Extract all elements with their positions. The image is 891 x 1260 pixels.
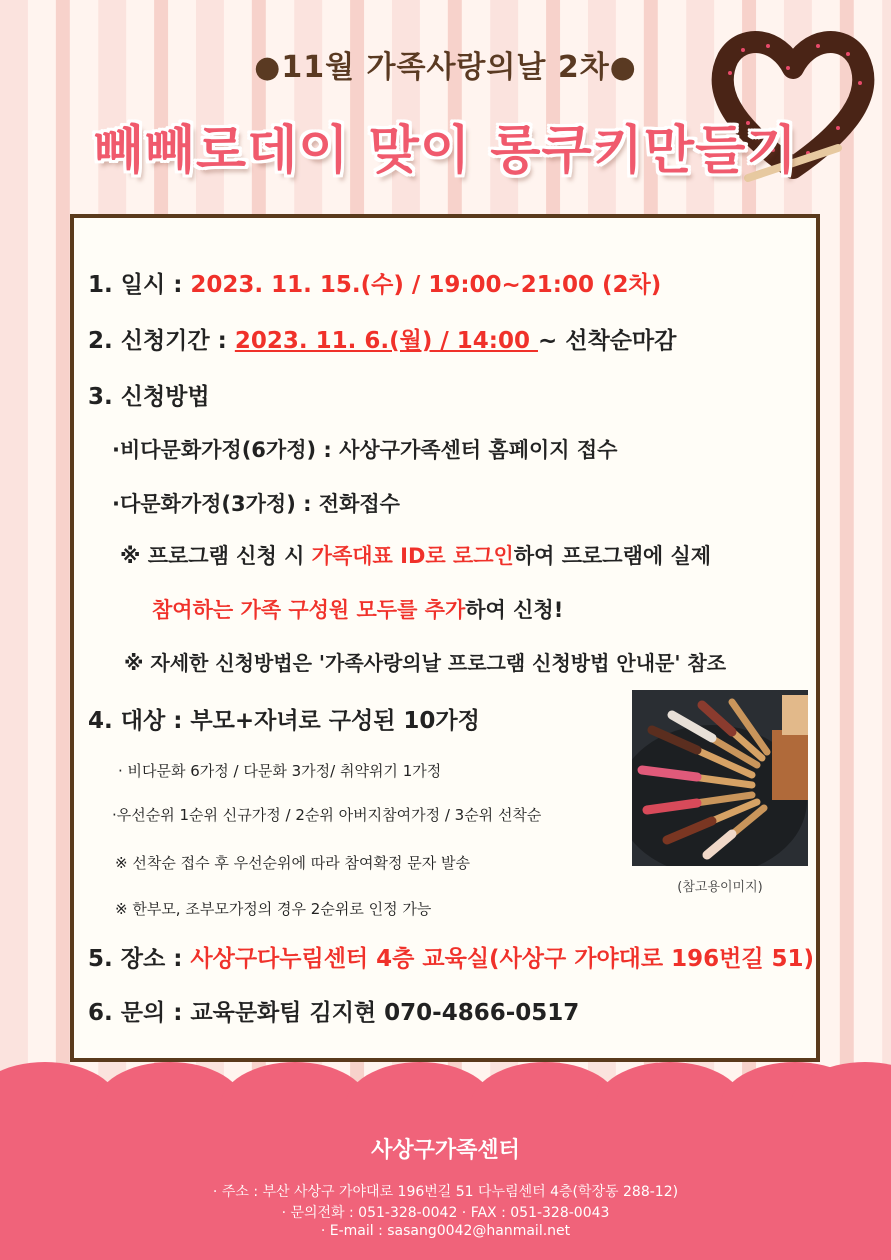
application-period-value: 2023. 11. 6.(월) / 14:00 bbox=[234, 328, 538, 354]
target-item-1: · 비다문화 6가정 / 다문화 3가정/ 취약위기 1가정 bbox=[118, 762, 442, 780]
note-1-part-a: ※ 프로그램 신청 시 bbox=[120, 544, 312, 568]
footer-phone: · 문의전화 : 051-328-0042 · FAX : 051-328-0043 bbox=[281, 1205, 610, 1221]
schedule-row bbox=[88, 266, 661, 299]
footer-address: · 주소 : 부산 사상구 가야대로 196번길 51 다누림센터 4층(학장동 288-12) bbox=[212, 1184, 679, 1200]
method-note-3: ※ 자세한 신청방법은 '가족사랑의날 프로그램 신청방법 안내문' 참조 bbox=[124, 651, 727, 675]
application-period-suffix: ~ 선착순마감 bbox=[537, 328, 677, 354]
method-label: 3. 신청방법 bbox=[88, 384, 210, 410]
footer-org-name: 사상구가족센터 bbox=[371, 1138, 520, 1163]
place-label: 5. 장소 : bbox=[88, 946, 191, 972]
method-item-2: ·다문화가정(3가정) : 전화접수 bbox=[112, 492, 400, 516]
subtitle: ●11월 가족사랑의날 2차● bbox=[254, 50, 637, 85]
main-title: 빼빼로데이 맞이 롱쿠키만들기 bbox=[93, 121, 798, 181]
place-row bbox=[88, 940, 814, 973]
note-1-part-c: 하여 프로그램에 실제 bbox=[513, 544, 712, 568]
method-note-1 bbox=[120, 540, 711, 570]
contact-row: 6. 문의 : 교육문화팀 김지현 070-4866-0517 bbox=[88, 1000, 580, 1026]
method-note-2 bbox=[152, 594, 563, 624]
long-cookie-photo bbox=[632, 690, 808, 866]
place-value: 사상구다누림센터 4층 교육실(사상구 가야대로 196번길 51) bbox=[190, 946, 815, 972]
note-2-part-b: 하여 신청! bbox=[465, 598, 564, 622]
target-note-2: ※ 한부모, 조부모가정의 경우 2순위로 인정 가능 bbox=[115, 900, 432, 918]
schedule-value: 2023. 11. 15.(수) / 19:00~21:00 (2차) bbox=[190, 272, 662, 298]
note-1-part-b: 가족대표 ID로 로그인 bbox=[311, 544, 514, 568]
target-label: 4. 대상 : 부모+자녀로 구성된 10가정 bbox=[88, 708, 480, 734]
footer-email: · E-mail : sasang0042@hanmail.net bbox=[320, 1223, 571, 1239]
target-note-1: ※ 선착순 접수 후 우선순위에 따라 참여확정 문자 발송 bbox=[115, 854, 471, 872]
target-item-2: ·우선순위 1순위 신규가정 / 2순위 아버지참여가정 / 3순위 선착순 bbox=[112, 806, 542, 824]
image-caption: (참고용이미지) bbox=[677, 880, 763, 895]
schedule-label: 1. 일시 : bbox=[88, 272, 191, 298]
application-period-row bbox=[88, 322, 676, 355]
application-period-label: 2. 신청기간 : bbox=[88, 328, 235, 354]
note-2-part-a: 참여하는 가족 구성원 모두를 추가 bbox=[152, 598, 466, 622]
method-item-1: ·비다문화가정(6가정) : 사상구가족센터 홈페이지 접수 bbox=[112, 438, 618, 462]
